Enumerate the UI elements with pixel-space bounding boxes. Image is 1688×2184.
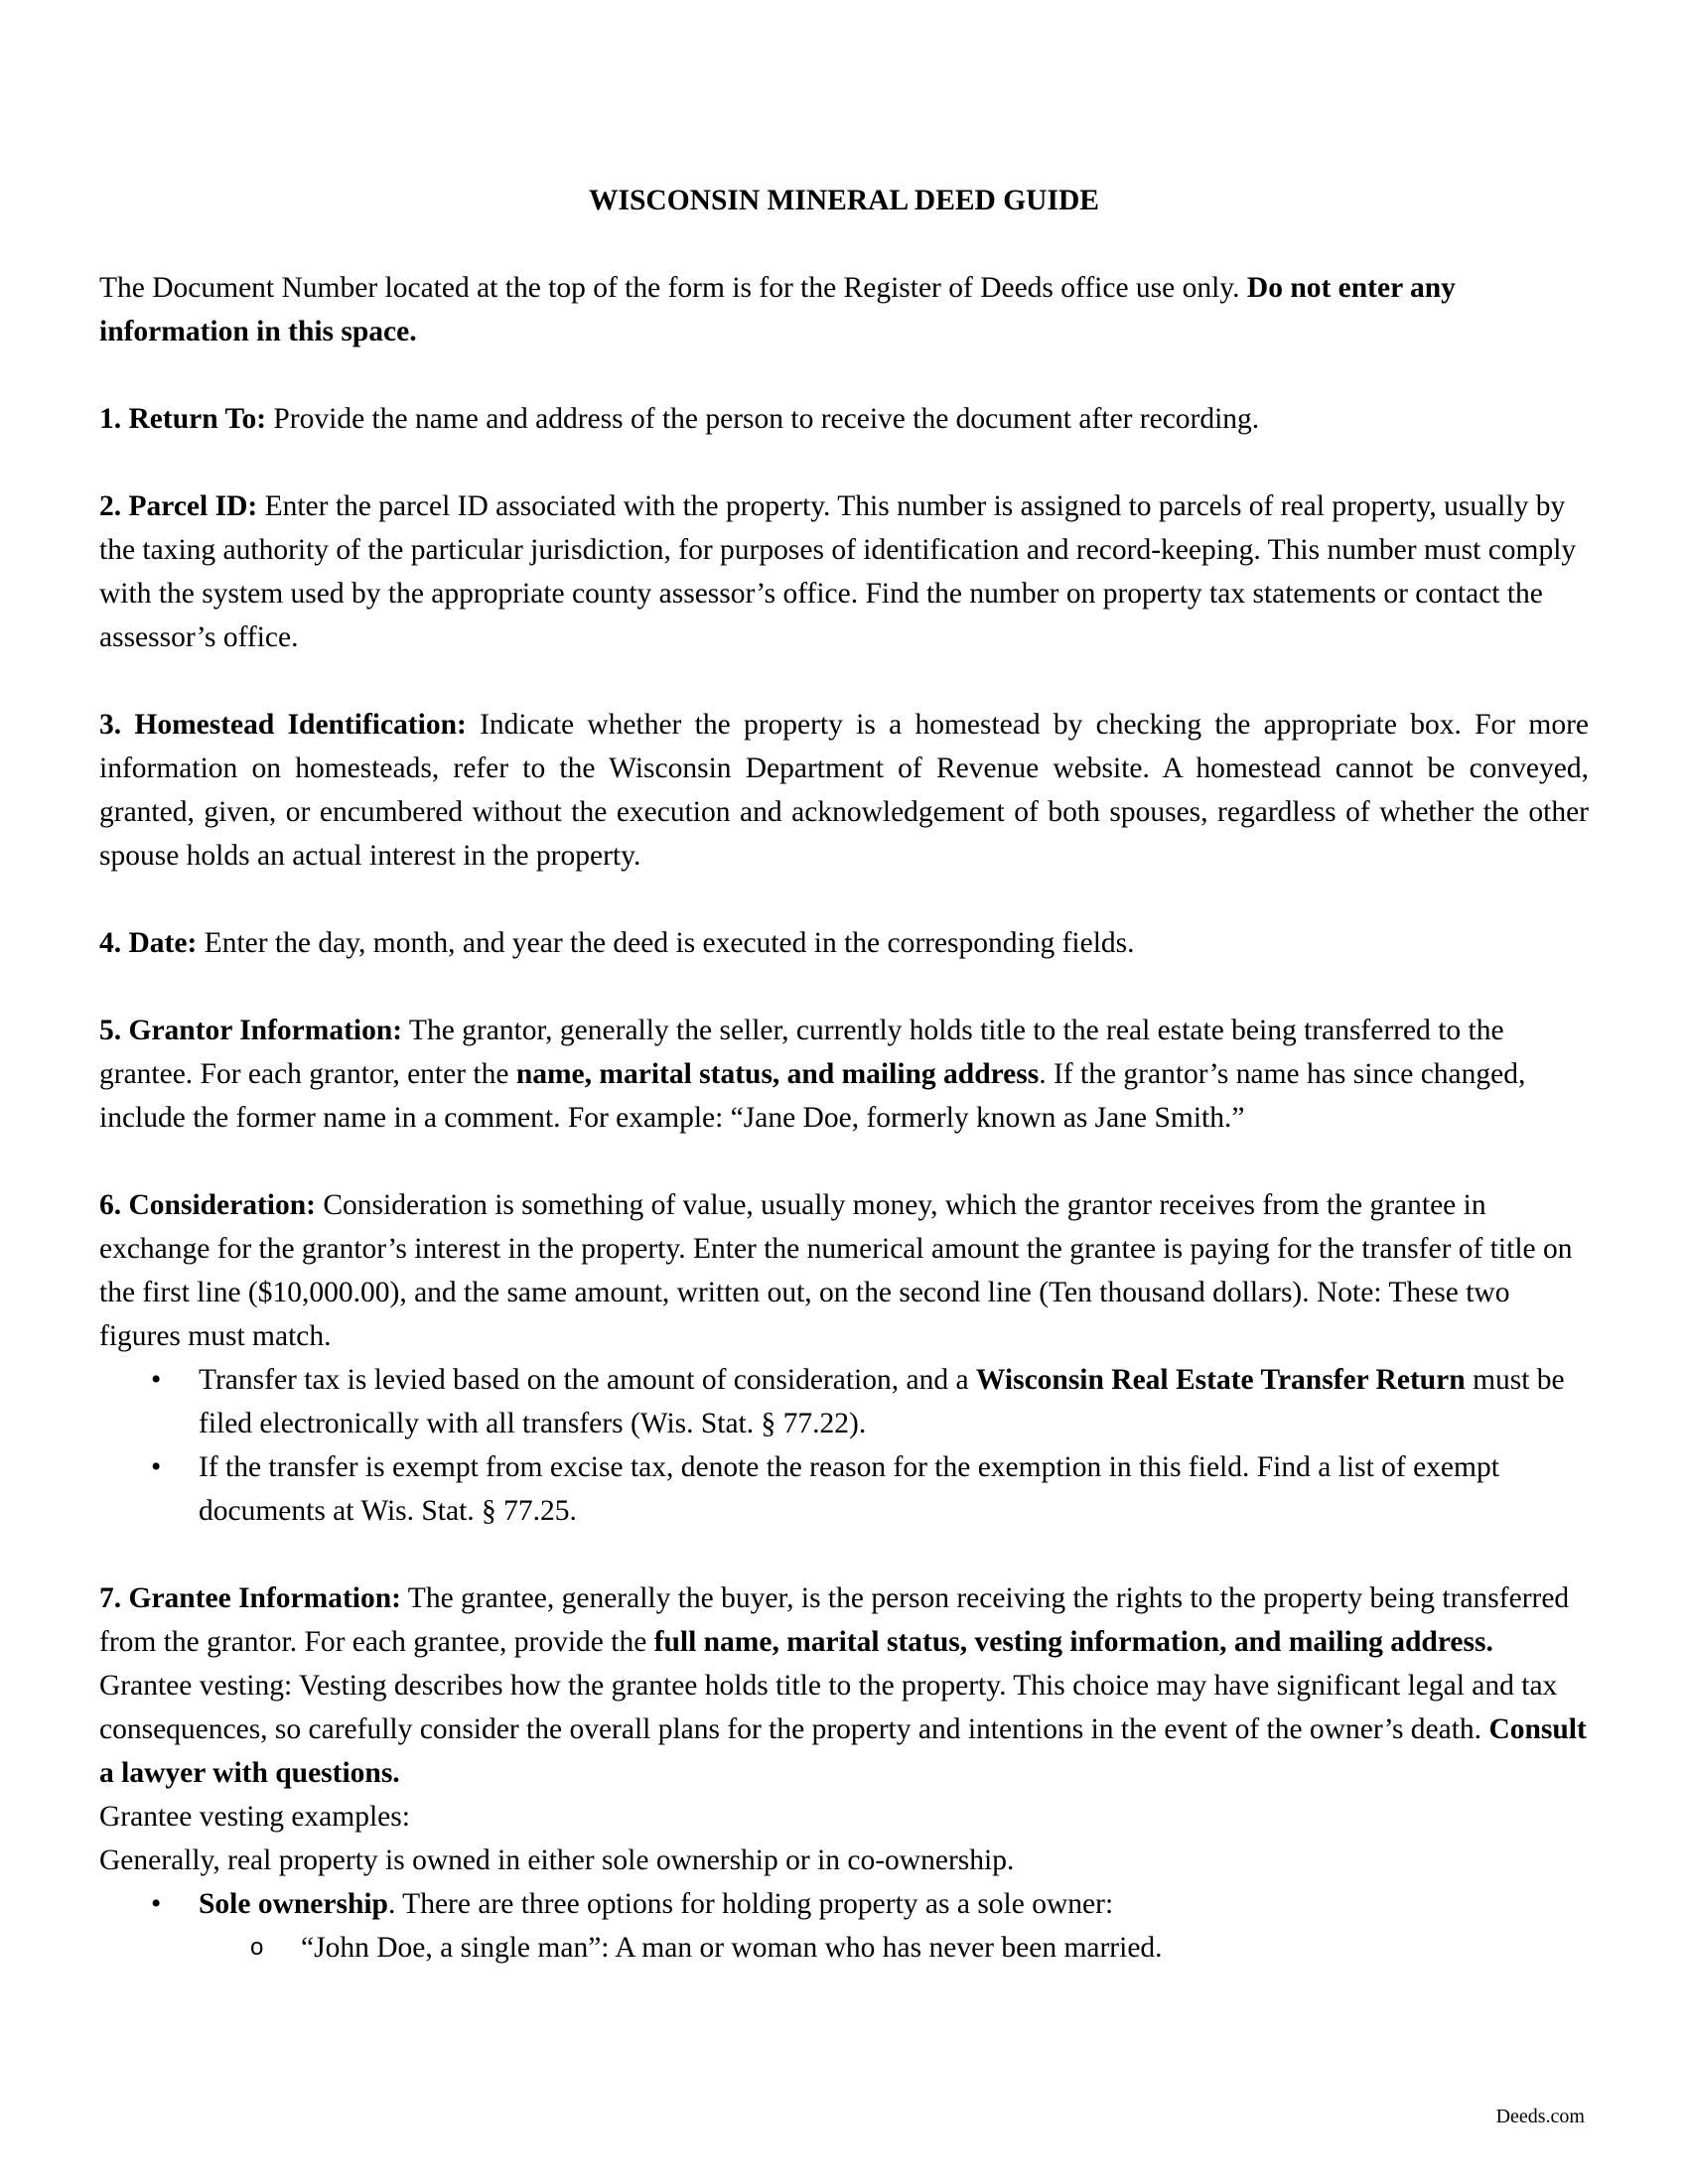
consideration-bullets: [99, 1358, 1589, 1533]
vesting-examples-label: Grantee vesting examples:: [99, 1801, 410, 1833]
section-emphasis: full name, marital status, vesting information, and mailing address.: [653, 1626, 1493, 1658]
section-grantee: [99, 1576, 1589, 1795]
bullet-icon: •: [151, 1451, 162, 1483]
document-body: [99, 179, 1589, 1970]
section-heading: 7. Grantee Information:: [99, 1582, 401, 1614]
intro-paragraph: [99, 266, 1589, 353]
section-homestead: [99, 703, 1589, 878]
section-parcel-id: [99, 484, 1589, 659]
section-grantor: [99, 1009, 1589, 1140]
section-heading: 3. Homestead Identification:: [99, 709, 467, 741]
section-heading: 4. Date:: [99, 927, 198, 959]
section-text: Provide the name and address of the person to receive the document after recording.: [266, 403, 1260, 435]
section-return-to: [99, 397, 1589, 441]
section-date: [99, 921, 1589, 965]
section-heading: 6. Consideration:: [99, 1189, 316, 1221]
section-text: The grantor, generally the seller, currently holds title to the real estate being transferred to the grantee. For each grantor, enter the: [99, 1015, 1504, 1090]
item-text: must be filed electronically with all transfers (Wis. Stat. § 77.22).: [199, 1364, 1565, 1439]
item-emphasis: Sole ownership: [199, 1888, 388, 1920]
item-text: Transfer tax is levied based on the amount of consideration, and a: [199, 1364, 976, 1396]
section-consideration: [99, 1183, 1589, 1358]
section-heading: 1. Return To:: [99, 403, 267, 435]
bullet-icon: •: [151, 1364, 162, 1396]
bullet-icon: •: [151, 1888, 162, 1920]
intro-text: The Document Number located at the top of the form is for the Register of Deeds office use only.: [99, 272, 1247, 304]
section-text: . If the grantor’s name has since changed, include the former name in a comment. For example: “Jane Doe, formerly known as Jane Smith.”: [99, 1058, 1526, 1134]
sole-ownership-options: [99, 1926, 1589, 1970]
list-item: [99, 1445, 1589, 1533]
section-heading: 5. Grantor Information:: [99, 1015, 403, 1046]
section-text: Grantee vesting: Vesting describes how the grantee holds title to the property. This choice may have significant legal and tax consequences, so carefully consider the overall plans for the property and intentions in the event of the owner’s death.: [99, 1670, 1558, 1745]
list-item: [99, 1926, 1589, 1970]
item-text: “John Doe, a single man”: A man or woman who has never been married.: [301, 1932, 1163, 1964]
section-text: Consideration is something of value, usually money, which the grantor receives from the grantee in exchange for the grantor’s interest in the property. Enter the numerical amount the grantee is paying for the transfer of title on the first line ($10,000.00), and the same amount, written out, on the second line (Ten thousand dollars). Note: These two figures must match.: [99, 1189, 1573, 1352]
intro-warning: Do not enter any information in this space.: [99, 272, 1456, 347]
section-text: The grantee, generally the buyer, is the person receiving the rights to the property being transferred from the grantor. For each grantee, provide the: [99, 1582, 1570, 1658]
ownership-intro: Generally, real property is owned in either sole ownership or in co-ownership.: [99, 1844, 1015, 1876]
section-emphasis: name, marital status, and mailing address: [515, 1058, 1040, 1090]
list-item: [99, 1882, 1589, 1926]
circle-bullet-icon: o: [250, 1934, 264, 1961]
section-heading: 2. Parcel ID:: [99, 490, 258, 522]
section-text: Indicate whether the property is a homestead by checking the appropriate box. For more information on homesteads, refer to the Wisconsin Department of Revenue website. A homestead cannot be conveyed, granted, given, or encumbered without the execution and acknowledgement of both spouses, regardless of whether the other spouse holds an actual interest in the property.: [99, 709, 1589, 872]
document-title: WISCONSIN MINERAL DEED GUIDE: [589, 185, 1099, 216]
section-emphasis: Consult a lawyer with questions.: [99, 1713, 1587, 1789]
item-emphasis: Wisconsin Real Estate Transfer Return: [975, 1364, 1466, 1396]
section-text: Enter the day, month, and year the deed is executed in the corresponding fields.: [197, 927, 1135, 959]
grantee-bullets: [99, 1882, 1589, 1926]
list-item: [99, 1358, 1589, 1445]
footer-brand: Deeds.com: [1495, 2106, 1585, 2127]
item-text: If the transfer is exempt from excise tax, denote the reason for the exemption in this field. Find a list of exempt documents at Wis. Stat. § 77.25.: [199, 1451, 1499, 1527]
item-text: . There are three options for holding property as a sole owner:: [387, 1888, 1114, 1920]
section-text: Enter the parcel ID associated with the property. This number is assigned to parcels of real property, usually by the taxing authority of the particular jurisdiction, for purposes of identification and record-keeping. This number must comply with the system used by the appropriate county assessor’s office. Find the number on property tax statements or contact the assessor’s office.: [99, 490, 1577, 653]
